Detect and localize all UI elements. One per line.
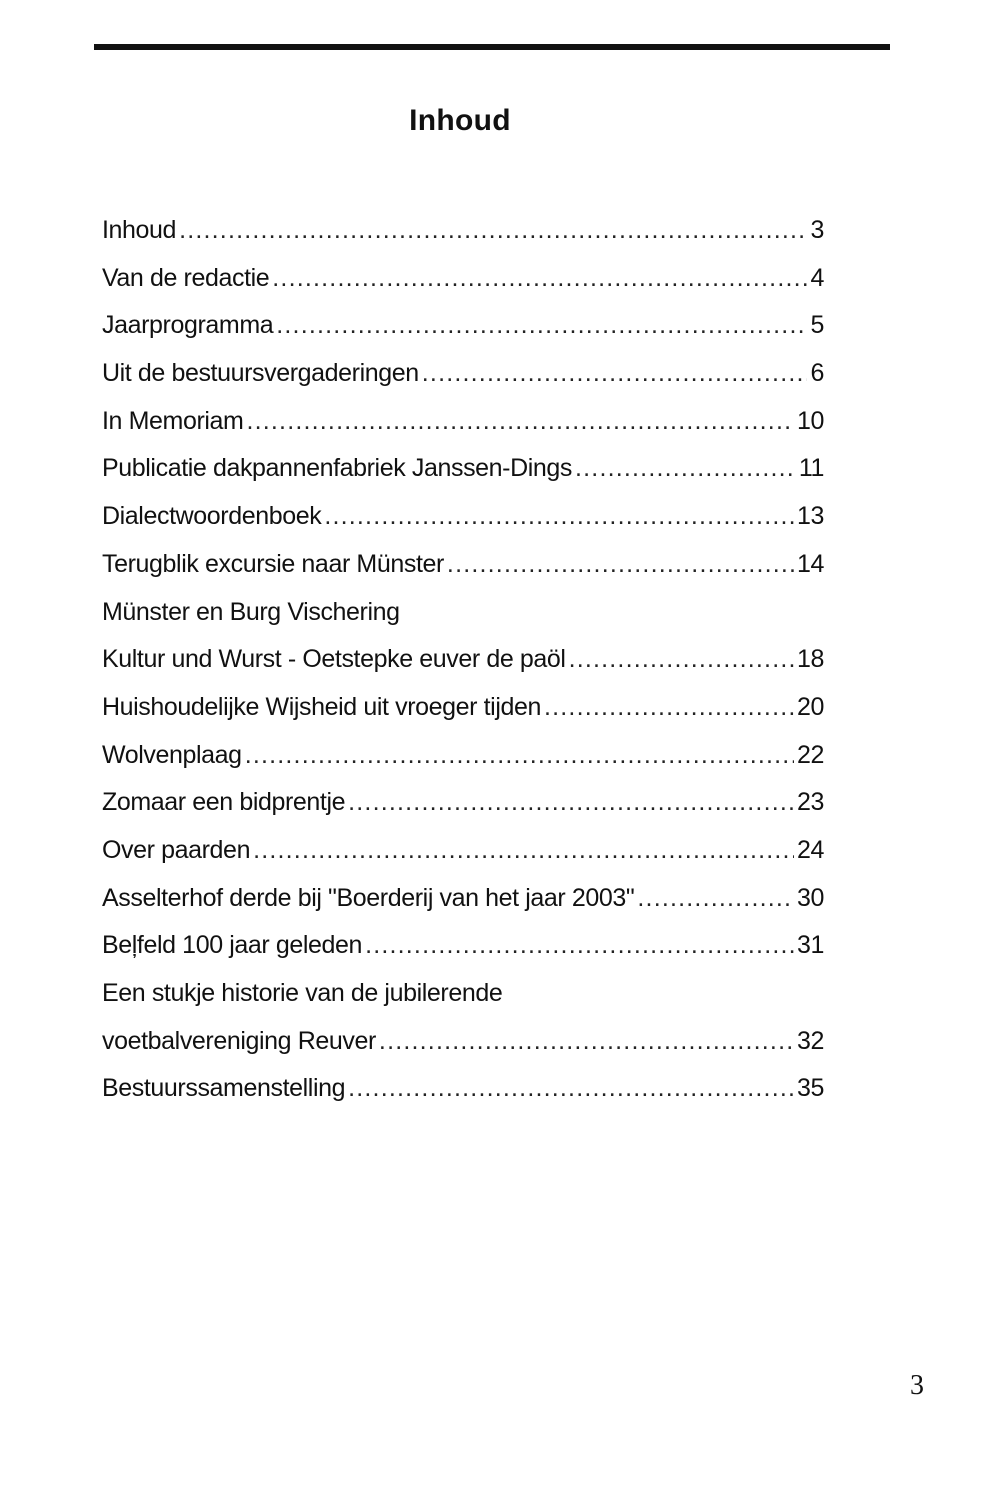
toc-entry [102,636,824,684]
toc-entry [102,589,824,637]
toc-entry [102,922,824,970]
toc-entry-page: 11 [798,454,824,483]
toc-entry-title: Van de redactie [102,263,270,292]
toc-entry [102,1065,824,1113]
toc-entry [102,684,824,732]
toc-entry-page: 24 [796,835,824,864]
toc-entry-page: 6 [810,359,824,388]
dot-leader [544,684,794,732]
toc-entry-title: Beļfeld 100 jaar geleden [102,931,363,960]
toc-entry [102,255,824,303]
toc-entry-page: 4 [810,263,824,292]
toc-entry [102,302,824,350]
toc-entry-page: 14 [796,549,824,578]
toc-entry [102,541,824,589]
toc-entry-title: Publicatie dakpannenfabriek Janssen-Dings [102,454,573,483]
dot-leader [575,445,796,493]
dot-leader [447,541,794,589]
toc-entry [102,1018,824,1066]
toc-entry-title: Münster en Burg Vischering [102,597,400,626]
page-title: Inhoud [409,104,511,137]
toc-entry-page: 3 [810,216,824,244]
dot-leader [422,350,808,398]
toc-entry-title: Een stukje historie van de jubilerende [102,979,503,1007]
toc-entry-page: 18 [796,645,824,674]
dot-leader [245,732,794,780]
toc-entry-title: In Memoriam [102,406,244,435]
toc-entry [102,350,824,398]
page-number: 3 [910,1370,924,1401]
toc-entry-page: 20 [796,692,824,721]
toc-entry-page: 32 [796,1026,824,1055]
toc-entry [102,970,824,1018]
toc-entry-page: 5 [810,311,824,340]
toc-entry-page: 30 [796,883,824,912]
toc-entry-title: Bestuurssamenstelling [102,1074,346,1103]
toc-entry [102,875,824,923]
dot-leader [272,255,807,303]
dot-leader [365,922,794,970]
dot-leader [379,1018,794,1066]
toc-entry-page: 31 [796,931,824,960]
dot-leader [569,636,794,684]
dot-leader [276,302,807,350]
toc-entry [102,493,824,541]
toc-entry-title: Inhoud [102,216,177,244]
dot-leader [348,779,794,827]
toc-entry-title: Jaarprogramma [102,311,274,340]
toc-entry-page: 23 [796,788,824,817]
dot-leader [179,207,807,255]
toc-entry-title: Wolvenplaag [102,740,242,769]
toc-entry [102,732,824,780]
toc-entry-title: voetbalvereniging Reuver [102,1026,376,1055]
toc-entry-title: Kultur und Wurst - Oetstepke euver de paöl [102,645,566,674]
table-of-contents [102,207,824,1113]
toc-entry-title: Terugblik excursie naar Münster [102,549,444,578]
dot-leader [324,493,794,541]
dot-leader [637,875,794,923]
toc-entry [102,827,824,875]
toc-entry-page: 22 [796,740,824,769]
toc-entry [102,207,824,255]
toc-entry-page: 35 [796,1074,824,1103]
toc-entry [102,779,824,827]
toc-entry-title: Asselterhof derde bij "Boerderij van het jaar 2003" [102,883,635,912]
toc-entry-title: Dialectwoordenboek [102,502,322,531]
toc-entry-title: Over paarden [102,835,251,864]
dot-leader [246,398,794,446]
dot-leader [348,1065,794,1113]
toc-entry-page: 10 [796,406,824,435]
top-rule [94,44,890,50]
toc-entry-title: Uit de bestuursvergaderingen [102,359,419,388]
toc-entry [102,445,824,493]
toc-entry-title: Huishoudelijke Wijsheid uit vroeger tijden [102,692,541,721]
dot-leader [253,827,794,875]
toc-entry-title: Zomaar een bidprentje [102,788,346,817]
toc-entry [102,398,824,446]
toc-entry-page: 13 [796,502,824,531]
